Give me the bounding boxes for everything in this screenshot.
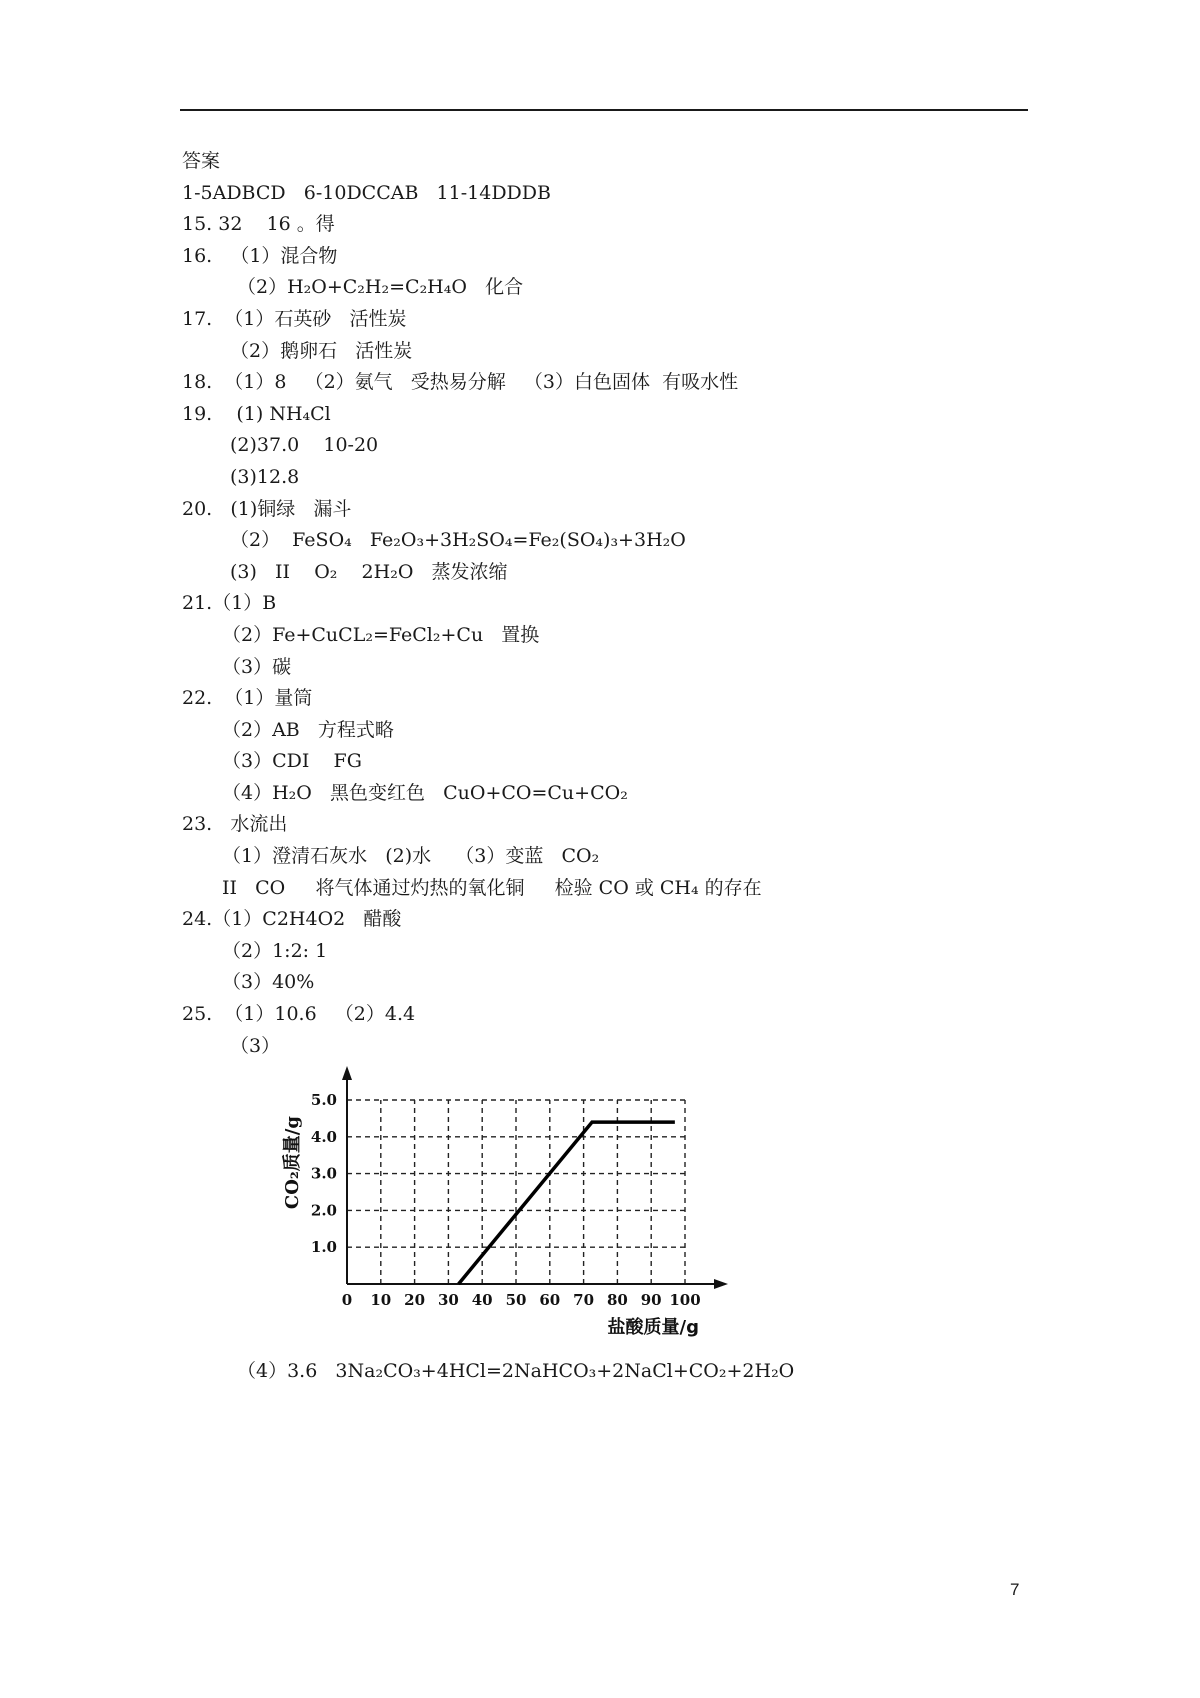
answer-line: 23. 水流出 bbox=[182, 813, 288, 836]
y-axis-arrow bbox=[342, 1066, 352, 1080]
series-line bbox=[459, 1122, 675, 1284]
x-tick-label: 90 bbox=[640, 1291, 662, 1309]
answer-line: （2）1:2: 1 bbox=[222, 939, 328, 962]
answer-line: 24.（1）C2H4O2 醋酸 bbox=[182, 908, 402, 931]
x-tick-label: 100 bbox=[669, 1291, 701, 1309]
answer-line: 16. （1）混合物 bbox=[182, 244, 338, 267]
x-tick-label: 60 bbox=[539, 1291, 561, 1309]
answer-section bbox=[182, 146, 1022, 1062]
x-tick-label: 80 bbox=[606, 1291, 628, 1309]
answer-line: 22. （1）量筒 bbox=[182, 687, 313, 710]
answer-line: (2)37.0 10-20 bbox=[230, 434, 379, 457]
answer-line: （3） bbox=[230, 1034, 281, 1057]
x-tick-label: 30 bbox=[437, 1291, 459, 1309]
answer-line: 21.（1）B bbox=[182, 592, 277, 615]
x-tick-label: 70 bbox=[573, 1291, 595, 1309]
answer-line: 17. （1）石英砂 活性炭 bbox=[182, 307, 407, 330]
top-rule bbox=[180, 109, 1028, 111]
answer-line: （3）40% bbox=[222, 971, 315, 994]
y-tick-label: 1.0 bbox=[310, 1238, 337, 1257]
x-axis-arrow bbox=[714, 1279, 728, 1289]
answer-line: 19. (1) NH₄Cl bbox=[182, 402, 331, 425]
answer-line: 20. (1)铜绿 漏斗 bbox=[182, 497, 352, 520]
y-axis-label: CO₂质量/g bbox=[282, 1116, 303, 1210]
answer-line: (3)12.8 bbox=[230, 465, 300, 488]
x-tick-label: 40 bbox=[471, 1291, 493, 1309]
y-tick-label: 5.0 bbox=[310, 1091, 337, 1109]
x-tick-label: 20 bbox=[404, 1291, 426, 1309]
answer-line: （2）Fe+CuCL₂=FeCl₂+Cu 置换 bbox=[222, 623, 540, 646]
answer-lines bbox=[182, 178, 1022, 1063]
answer-heading: 答案 bbox=[182, 150, 221, 172]
page-number: 7 bbox=[1010, 1580, 1020, 1599]
answer-line-25-4: （4）3.6 3Na₂CO₃+4HCl=2NaHCO₃+2NaCl+CO₂+2H₂O bbox=[237, 1360, 795, 1382]
x-axis-label: 盐酸质量/g bbox=[607, 1317, 699, 1338]
answer-line: 25. （1）10.6 （2）4.4 bbox=[182, 1003, 416, 1026]
answer-line: （2）H₂O+C₂H₂=C₂H₄O 化合 bbox=[237, 276, 524, 299]
answer-line: （3）CDI FG bbox=[222, 750, 362, 773]
y-tick-label: 2.0 bbox=[310, 1201, 337, 1220]
answer-line: （4）H₂O 黑色变红色 CuO+CO=Cu+CO₂ bbox=[222, 781, 628, 804]
answer-line: （1）澄清石灰水 (2)水 （3）变蓝 CO₂ bbox=[222, 845, 600, 868]
co2-chart bbox=[270, 1058, 740, 1348]
answer-line: （3）碳 bbox=[222, 655, 292, 678]
x-tick-label: 0 bbox=[341, 1291, 353, 1309]
answer-line: (3) II O₂ 2H₂O 蒸发浓缩 bbox=[230, 560, 508, 583]
y-tick-label: 4.0 bbox=[310, 1127, 337, 1146]
answer-line: II CO 将气体通过灼热的氧化铜 检验 CO 或 CH₄ 的存在 bbox=[222, 876, 762, 899]
answer-line: （2）鹅卵石 活性炭 bbox=[230, 339, 413, 362]
answer-line: 18. （1）8 （2）氨气 受热易分解 （3）白色固体 有吸水性 bbox=[182, 371, 739, 394]
x-tick-label: 10 bbox=[370, 1291, 392, 1309]
answer-line: 15. 32 16 。得 bbox=[182, 213, 335, 236]
answer-line: 1-5ADBCD 6-10DCCAB 11-14DDDB bbox=[182, 181, 551, 204]
x-tick-label: 50 bbox=[505, 1291, 527, 1309]
answer-line: （2）AB 方程式略 bbox=[222, 718, 394, 741]
chart-svg bbox=[270, 1058, 740, 1348]
answer-line: （2） FeSO₄ Fe₂O₃+3H₂SO₄=Fe₂(SO₄)₃+3H₂O bbox=[230, 529, 686, 552]
y-tick-label: 3.0 bbox=[310, 1164, 337, 1183]
